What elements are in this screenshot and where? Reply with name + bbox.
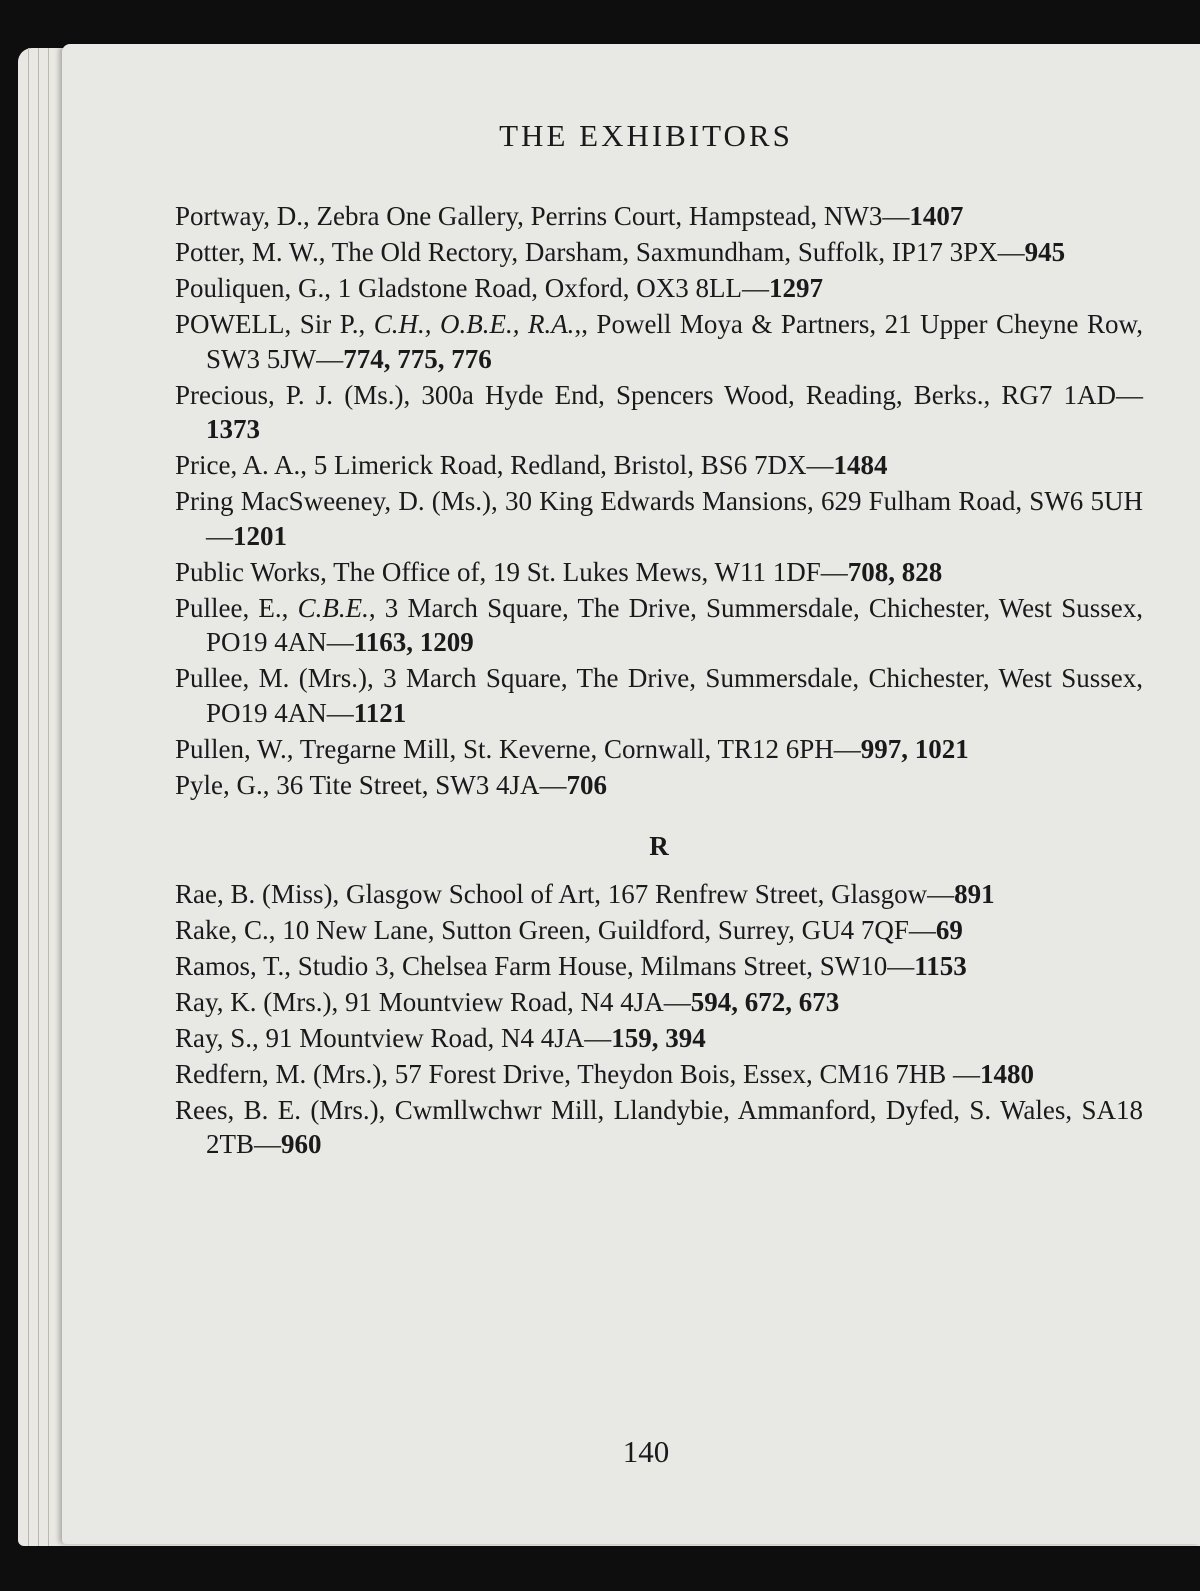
exhibitor-name: POWELL, Sir P.	[175, 309, 359, 339]
exhibitor-entry: Pullee, E., C.B.E., 3 March Square, The Drive, Summersdale, Chichester, West Sussex, PO19 4AN—1163, 1209	[175, 592, 1144, 657]
exhibitor-entry	[175, 1021, 1143, 1056]
exhibitor-entry	[175, 1057, 1143, 1092]
exhibitor-address: 3 March Square, The Drive, Summersdale, Chichester, West Sussex, PO19 4AN—	[206, 592, 1144, 657]
page-edge	[48, 48, 57, 1546]
page-number: 140	[622, 1434, 670, 1469]
section-p-entries	[175, 199, 1143, 802]
exhibitor-name: Public Works, The Office of	[175, 556, 480, 587]
exhibit-numbers: 1484	[833, 450, 888, 480]
exhibitor-address: , Glasgow School of Art, 167 Renfrew Street, Glasgow—	[332, 878, 955, 909]
exhibitor-address: , 30 King Edwards Mansions, 629 Fulham Road, SW6 5UH—	[206, 486, 1143, 551]
page-edge	[28, 48, 37, 1546]
exhibitor-name: Pyle, G.	[175, 769, 263, 800]
exhibitor-entry	[175, 768, 1143, 803]
exhibitor-entry	[175, 199, 1143, 234]
exhibitor-entry	[175, 484, 1143, 553]
exhibitor-name: Redfern, M. (Mrs.)	[175, 1058, 382, 1089]
exhibit-numbers: 1297	[768, 273, 823, 303]
exhibitor-qualification: C.B.E.	[297, 592, 369, 623]
exhibit-numbers: 1121	[353, 697, 407, 728]
exhibitor-entry	[175, 732, 1143, 767]
exhibit-numbers: 774, 775, 776	[343, 343, 492, 374]
exhibit-numbers: 1201	[233, 520, 287, 551]
exhibitor-entry	[175, 949, 1143, 984]
exhibitor-name: Ramos, T.	[175, 950, 285, 981]
exhibitor-address: , 3 March Square, The Drive, Summersdale, Chichester, West Sussex, PO19 4AN—	[206, 663, 1143, 728]
exhibitor-name: Rae, B. (Miss)	[175, 878, 333, 909]
exhibitor-address: , 19 St. Lukes Mews, W11 1DF—	[479, 556, 848, 587]
exhibit-numbers: 1480	[979, 1058, 1034, 1089]
exhibitor-address: , 57 Forest Drive, Theydon Bois, Essex, CM16 7HB —	[381, 1058, 980, 1089]
exhibitor-name: Pullee, E.	[175, 592, 282, 623]
exhibit-numbers: 159, 394	[611, 1022, 706, 1053]
exhibitor-entry	[175, 555, 1143, 590]
exhibit-numbers: 1153	[914, 950, 967, 981]
exhibitor-address: , Studio 3, Chelsea Farm House, Milmans Street, SW10—	[284, 950, 915, 981]
exhibitor-entry	[175, 877, 1143, 912]
exhibitor-entry	[175, 985, 1143, 1020]
exhibitor-address: , 91 Mountview Road, N4 4JA—	[252, 1022, 612, 1053]
exhibitor-entry: POWELL, Sir P., C.H., O.B.E., R.A.,, Powell Moya & Partners, 21 Upper Cheyne Row, SW3 5JW—774, 775, 776	[175, 309, 1143, 374]
exhibitor-entry	[175, 661, 1143, 730]
exhibitor-name: Precious, P. J. (Ms.)	[175, 379, 404, 410]
exhibitor-entry	[175, 235, 1143, 270]
exhibitor-entry	[175, 378, 1143, 447]
exhibit-numbers: 891	[954, 878, 995, 909]
exhibitor-address: , 300a Hyde End, Spencers Wood, Reading, Berks., RG7 1AD—	[403, 379, 1143, 410]
exhibitor-list	[175, 199, 1143, 1163]
exhibit-numbers: 69	[935, 914, 963, 945]
exhibit-numbers: 1407	[909, 201, 964, 231]
exhibitor-name: Pouliquen, G.	[175, 273, 325, 303]
book-page	[62, 44, 1200, 1544]
page-edge	[38, 48, 47, 1546]
exhibitor-name: Pullee, M. (Mrs.)	[175, 663, 367, 693]
exhibit-numbers: 708, 828	[847, 556, 943, 587]
exhibitor-name: Rake, C.	[175, 914, 269, 945]
exhibitor-name: Price, A. A.	[175, 450, 301, 480]
exhibitor-address: , Zebra One Gallery, Perrins Court, Hampstead, NW3—	[303, 201, 910, 231]
section-letter-r: R	[649, 831, 669, 861]
exhibitor-address: , 36 Tite Street, SW3 4JA—	[262, 769, 567, 800]
exhibit-numbers: 945	[1024, 237, 1066, 267]
exhibitor-address: , Tregarne Mill, St. Keverne, Cornwall, TR12 6PH—	[286, 733, 861, 764]
exhibitor-name: Pullen, W.	[175, 733, 287, 764]
exhibitor-address: , 10 New Lane, Sutton Green, Guildford, Surrey, GU4 7QF—	[268, 914, 936, 945]
exhibit-numbers: 960	[281, 1129, 322, 1159]
exhibitor-name: Potter, M. W.	[175, 237, 319, 267]
exhibitor-address: , 1 Gladstone Road, Oxford, OX3 8LL—	[324, 273, 769, 303]
section-r-entries	[175, 877, 1143, 1162]
exhibitor-name: Rees, B. E. (Mrs.)	[175, 1094, 379, 1125]
exhibit-numbers: 1373	[206, 414, 260, 444]
exhibitor-name: Portway, D.	[175, 201, 303, 231]
exhibitor-address: , Powell Moya & Partners, 21 Upper Cheyne Row, SW3 5JW—	[206, 309, 1143, 374]
exhibitor-entry	[175, 913, 1143, 948]
exhibit-numbers: 997, 1021	[860, 733, 969, 764]
exhibitor-name: Pring MacSweeney, D. (Ms.)	[175, 486, 492, 516]
exhibitor-address: , The Old Rectory, Darsham, Saxmundham, Suffolk, IP17 3PX—	[318, 237, 1025, 267]
exhibitor-address: , 5 Limerick Road, Redland, Bristol, BS6 7DX—	[300, 450, 834, 480]
exhibit-numbers: 594, 672, 673	[690, 986, 840, 1017]
exhibit-numbers: 1163, 1209	[353, 627, 474, 657]
exhibitor-entry	[175, 448, 1143, 483]
exhibitor-entry	[175, 1093, 1143, 1162]
exhibit-numbers: 706	[566, 769, 608, 800]
exhibitor-address: , 91 Mountview Road, N4 4JA—	[331, 986, 691, 1017]
exhibitor-qualification: C.H., O.B.E., R.A.	[373, 309, 575, 339]
page-header: THE EXHIBITORS	[499, 118, 793, 153]
exhibitor-address: , Cwmllwchwr Mill, Llandybie, Ammanford, Dyfed, S. Wales, SA18 2TB—	[206, 1094, 1143, 1159]
exhibitor-name: Ray, K. (Mrs.)	[175, 986, 332, 1017]
exhibitor-entry	[175, 271, 1143, 306]
exhibitor-name: Ray, S.	[175, 1022, 253, 1053]
